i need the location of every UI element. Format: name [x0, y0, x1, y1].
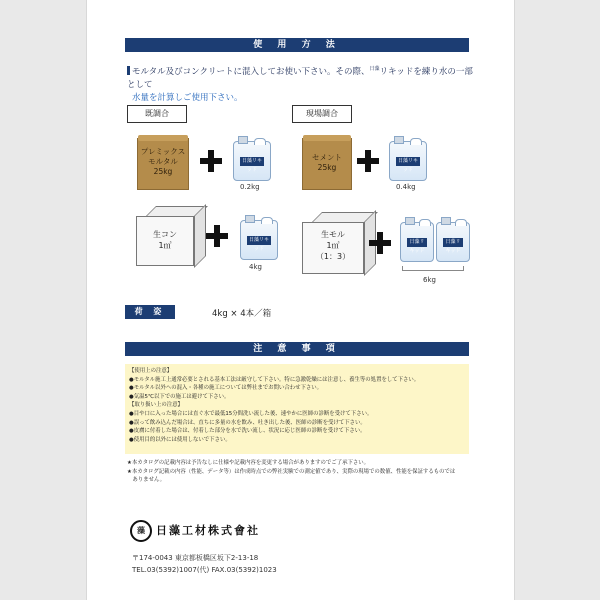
- note-line: ●使用目的以外には使用しないで下さい。: [129, 436, 231, 443]
- liquid-jug-icon: [436, 222, 470, 262]
- plus-icon: [206, 225, 228, 247]
- premix-bag-line1: プレミックス: [140, 147, 186, 156]
- footnote-line: ★本カタログ記載の内容（性能、データ等）は作成時点での弊社実験での測定値であり、実際の現場での数値、性能を保証するものでは: [127, 468, 456, 475]
- liquid-jug-icon: [240, 220, 278, 260]
- note-line: 【取り扱い上の注意】: [129, 402, 183, 409]
- company-address: 〒174-0043 東京都板橋区坂下2-13-18: [132, 554, 259, 562]
- namacon-line2: 1㎥: [158, 241, 172, 250]
- footnote-line: ★本カタログの記載内容は予告なしに仕様や記載内容を変更する場合がありますのでご了承下さい。: [127, 460, 370, 466]
- caution-notes: [125, 364, 469, 454]
- intro-line1-a: モルタル及びコンクリートに混入してお使い下さい。その際、: [132, 66, 370, 77]
- namamoru-line1: 生モル: [321, 230, 345, 239]
- usage-section-header: 使 用 方 法: [125, 38, 469, 52]
- footnote-line: ありません。: [127, 477, 166, 483]
- namamoru-line3: （1：3）: [315, 252, 351, 261]
- namacon-line1: 生コン: [153, 230, 177, 239]
- liquid-jug-icon: [400, 222, 434, 262]
- amount-bracket: [402, 266, 464, 271]
- note-line: ●皮膚に付着した場合は、付着した部分を水で洗い流し、状況に応じ医師の診断を受けて下さい。: [129, 428, 366, 435]
- jug-label: 日藻リキッド: [248, 237, 269, 253]
- intro-line2: 水量を計算しご使用下さい。: [132, 92, 243, 103]
- cement-liquid-amount: 0.4kg: [396, 183, 416, 191]
- namamoru-line2: 1㎥: [326, 241, 340, 250]
- jug-label: 日藻リキッド: [241, 158, 262, 174]
- onsite-label: 現場調合: [292, 105, 352, 123]
- note-line: 【使用上の注意】: [129, 368, 173, 374]
- liquid-jug-icon: [389, 141, 427, 181]
- company-name: 日藻工材株式會社: [156, 524, 260, 537]
- jug-label: 日藻リキッド: [397, 158, 418, 174]
- catalog-footnotes: [127, 459, 472, 485]
- liquid-jug-icon: [233, 141, 271, 181]
- intro-brand-sup: 日藻: [369, 66, 380, 72]
- cement-bag: [302, 138, 352, 190]
- jug-label: 日藻リキッド: [407, 238, 427, 247]
- plus-icon: [357, 150, 379, 172]
- note-line: ●モルタル施工上通常必要とされる基本工法は厳守して下さい。特に急激乾燥には注意し、養生等の処置をして下さい。: [129, 376, 420, 383]
- note-line: ●気温5℃以下での施工は避けて下さい。: [129, 393, 230, 400]
- note-line: ●モルタル以外への混入・各種の施工については弊社までお問い合わせ下さい。: [129, 385, 323, 392]
- plus-icon: [200, 150, 222, 172]
- company-logo: 藻: [130, 520, 152, 542]
- premix-bag-line2: モルタル: [148, 157, 178, 166]
- premixed-label: 既調合: [127, 105, 187, 123]
- namamoru-liquid-amount: 6kg: [423, 276, 436, 284]
- intro-line1-b: リキッドを練り水の一部として: [127, 66, 473, 90]
- caution-section-header: 注 意 事 項: [125, 342, 469, 356]
- cement-bag-line1: セメント: [312, 153, 342, 162]
- premix-mortar-bag: [137, 138, 189, 190]
- cement-bag-line2: 25kg: [317, 163, 337, 172]
- jug-label: 日藻リキッド: [443, 238, 463, 247]
- premix-liquid-amount: 0.2kg: [240, 183, 260, 191]
- note-line: ●目や口に入った場合には直ぐ水で最低15分間洗い流した後、速やかに医師の診断を受けて下さい。: [129, 410, 373, 417]
- plus-icon: [369, 232, 391, 254]
- company-phone: TEL.03(5392)1007(代) FAX.03(5392)1023: [132, 566, 277, 574]
- bullet-bar: [127, 66, 130, 75]
- packing-label: 荷 姿: [125, 305, 175, 319]
- packing-value: 4kg × 4本／箱: [212, 309, 272, 319]
- note-line: ●誤って飲み込んだ場合は、直ちに多量の水を飲み、吐き出した後、医師の診断を受けて下さい。: [129, 419, 366, 426]
- usage-intro: [127, 63, 477, 105]
- namacon-liquid-amount: 4kg: [249, 263, 262, 271]
- premix-bag-line3: 25kg: [153, 167, 173, 176]
